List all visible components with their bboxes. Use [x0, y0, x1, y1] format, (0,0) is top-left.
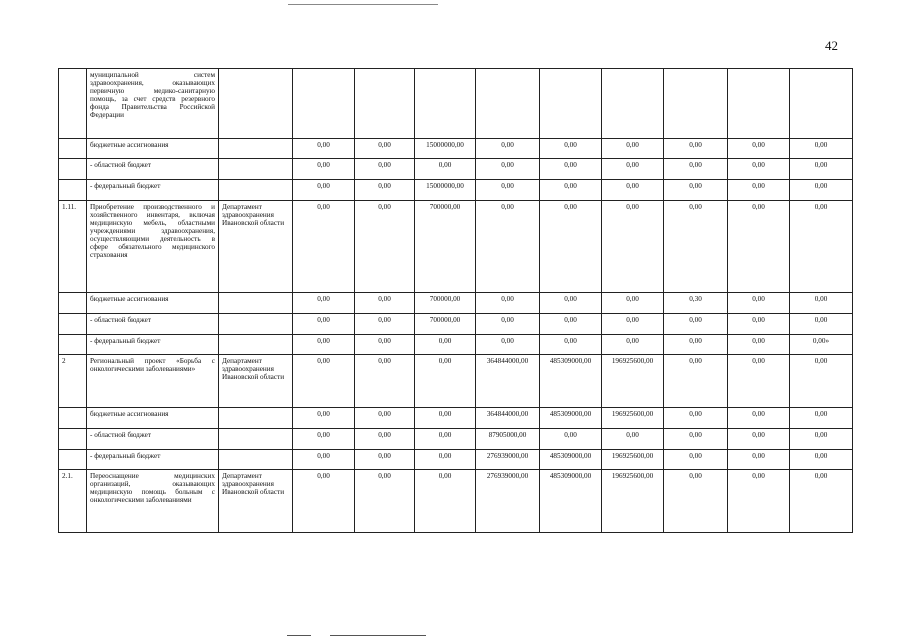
value-cell: 87905000,00	[476, 429, 540, 450]
value-cell: 0,00	[602, 335, 664, 355]
value-cell: 0,00	[602, 201, 664, 293]
value-cell: 0,00	[415, 355, 476, 408]
value-cell	[293, 69, 355, 139]
value-cell	[415, 69, 476, 139]
value-cell: 0,00	[664, 201, 728, 293]
table-body	[59, 69, 853, 533]
value-cell: 0,00	[293, 201, 355, 293]
value-cell: 0,00	[664, 355, 728, 408]
executor-cell	[219, 408, 293, 429]
value-cell: 0,00	[664, 450, 728, 470]
value-cell	[664, 69, 728, 139]
value-cell: 700000,00	[415, 314, 476, 335]
row-number-cell: 2.1.	[59, 470, 87, 533]
scan-mark-top	[288, 4, 438, 5]
value-cell: 0,00	[790, 201, 853, 293]
page-number: 42	[825, 38, 838, 53]
value-cell: 0,00	[355, 335, 415, 355]
row-name-cell: Региональный проект «Борьба с онкологическими заболеваниями»	[87, 355, 219, 408]
value-cell: 0,00	[664, 314, 728, 335]
budget-table	[58, 68, 853, 533]
value-cell: 0,00	[790, 470, 853, 533]
row-name-cell: - областной бюджет	[87, 159, 219, 180]
value-cell: 0,00	[664, 335, 728, 355]
value-cell: 0,00	[790, 408, 853, 429]
table-row	[59, 139, 853, 159]
value-cell: 0,00	[602, 180, 664, 201]
scan-mark-bottom-right	[330, 635, 426, 636]
value-cell: 0,00	[664, 180, 728, 201]
value-cell: 0,00	[602, 293, 664, 314]
value-cell: 0,00	[602, 159, 664, 180]
value-cell: 0,00	[728, 139, 790, 159]
value-cell: 0,00	[540, 159, 602, 180]
row-name-cell: бюджетные ассигнования	[87, 408, 219, 429]
value-cell: 485309000,00	[540, 470, 602, 533]
value-cell: 0,00	[415, 159, 476, 180]
value-cell: 0,00	[355, 355, 415, 408]
scan-mark-bottom-left	[287, 635, 311, 636]
value-cell: 0,00	[293, 293, 355, 314]
row-number-cell	[59, 159, 87, 180]
row-number-cell	[59, 450, 87, 470]
value-cell: 0,00	[728, 335, 790, 355]
value-cell: 0,00	[540, 335, 602, 355]
executor-cell	[219, 314, 293, 335]
row-name-cell: бюджетные ассигнования	[87, 293, 219, 314]
row-name-cell: - областной бюджет	[87, 429, 219, 450]
row-name-cell: муниципальной систем здравоохранения, оказывающих первичную медико-санитарную помощь, за счет средств резервного фонда Правительства Российской Федерации	[87, 69, 219, 139]
value-cell: 0,00	[540, 180, 602, 201]
value-cell: 0,00	[355, 450, 415, 470]
value-cell: 0,00	[293, 139, 355, 159]
table-row	[59, 429, 853, 450]
value-cell: 0,00	[293, 159, 355, 180]
value-cell: 0,00	[790, 139, 853, 159]
value-cell: 276939000,00	[476, 470, 540, 533]
value-cell: 196925600,00	[602, 450, 664, 470]
value-cell: 0,00	[790, 314, 853, 335]
value-cell: 0,00	[664, 470, 728, 533]
value-cell: 0,00	[602, 429, 664, 450]
executor-cell	[219, 69, 293, 139]
table-row	[59, 314, 853, 335]
row-number-cell	[59, 335, 87, 355]
value-cell: 0,00	[540, 314, 602, 335]
row-name-cell: - федеральный бюджет	[87, 335, 219, 355]
executor-cell: Департамент здравоохранения Ивановской области	[219, 201, 293, 293]
value-cell: 0,00	[728, 355, 790, 408]
executor-cell	[219, 429, 293, 450]
value-cell: 0,00	[293, 429, 355, 450]
table-row	[59, 69, 853, 139]
value-cell: 0,00	[293, 314, 355, 335]
table-row	[59, 408, 853, 429]
value-cell: 485309000,00	[540, 450, 602, 470]
value-cell	[540, 69, 602, 139]
executor-cell	[219, 293, 293, 314]
value-cell: 15000000,00	[415, 180, 476, 201]
value-cell: 0,00	[728, 159, 790, 180]
value-cell: 0,00	[664, 139, 728, 159]
value-cell	[728, 69, 790, 139]
row-number-cell	[59, 408, 87, 429]
value-cell: 0,00	[790, 293, 853, 314]
value-cell: 0,00	[476, 201, 540, 293]
value-cell: 0,00	[415, 450, 476, 470]
row-number-cell	[59, 69, 87, 139]
value-cell: 0,00	[790, 429, 853, 450]
value-cell: 0,00	[355, 159, 415, 180]
value-cell: 0,00	[476, 314, 540, 335]
value-cell: 0,30	[664, 293, 728, 314]
value-cell: 700000,00	[415, 293, 476, 314]
value-cell: 0,00	[602, 139, 664, 159]
value-cell	[602, 69, 664, 139]
row-name-cell: - федеральный бюджет	[87, 450, 219, 470]
value-cell: 0,00	[355, 408, 415, 429]
executor-cell	[219, 139, 293, 159]
row-number-cell	[59, 139, 87, 159]
value-cell: 0,00	[355, 470, 415, 533]
value-cell: 0,00	[476, 335, 540, 355]
value-cell: 0,00	[728, 408, 790, 429]
value-cell	[476, 69, 540, 139]
row-name-cell: - областной бюджет	[87, 314, 219, 335]
row-name-cell: Приобретение производственного и хозяйственного инвентаря, включая медицинскую мебель, областными учреждениями здравоохранения, осуществляющими деятельность в сфере обязательного медицинского страхования	[87, 201, 219, 293]
value-cell: 0,00	[415, 408, 476, 429]
executor-cell	[219, 450, 293, 470]
value-cell: 0,00	[728, 201, 790, 293]
table-row	[59, 201, 853, 293]
value-cell: 0,00	[790, 355, 853, 408]
value-cell: 364844000,00	[476, 355, 540, 408]
row-name-cell: бюджетные ассигнования	[87, 139, 219, 159]
executor-cell: Департамент здравоохранения Ивановской области	[219, 355, 293, 408]
row-number-cell	[59, 293, 87, 314]
table-row	[59, 450, 853, 470]
value-cell: 0,00	[664, 408, 728, 429]
value-cell: 0,00	[415, 470, 476, 533]
executor-cell: Департамент здравоохранения Ивановской области	[219, 470, 293, 533]
value-cell	[790, 69, 853, 139]
value-cell: 0,00	[728, 470, 790, 533]
value-cell: 0,00	[355, 139, 415, 159]
value-cell: 0,00	[790, 450, 853, 470]
table-row	[59, 180, 853, 201]
value-cell: 0,00	[476, 159, 540, 180]
value-cell: 0,00	[728, 293, 790, 314]
value-cell: 0,00	[293, 470, 355, 533]
executor-cell	[219, 180, 293, 201]
value-cell: 0,00	[664, 159, 728, 180]
value-cell: 0,00	[476, 139, 540, 159]
value-cell: 0,00	[293, 180, 355, 201]
value-cell: 0,00	[540, 139, 602, 159]
row-number-cell	[59, 180, 87, 201]
value-cell: 0,00	[293, 450, 355, 470]
value-cell: 485309000,00	[540, 355, 602, 408]
value-cell: 0,00	[355, 429, 415, 450]
value-cell: 0,00	[728, 450, 790, 470]
table-row	[59, 470, 853, 533]
value-cell: 364844000,00	[476, 408, 540, 429]
value-cell: 0,00	[476, 293, 540, 314]
value-cell: 0,00	[293, 355, 355, 408]
value-cell: 0,00	[728, 429, 790, 450]
value-cell: 196925600,00	[602, 355, 664, 408]
value-cell: 0,00	[728, 180, 790, 201]
value-cell: 196925600,00	[602, 470, 664, 533]
table-row	[59, 355, 853, 408]
value-cell: 276939000,00	[476, 450, 540, 470]
row-number-cell: 2	[59, 355, 87, 408]
value-cell: 0,00	[355, 180, 415, 201]
value-cell: 485309000,00	[540, 408, 602, 429]
value-cell: 0,00	[415, 429, 476, 450]
executor-cell	[219, 335, 293, 355]
value-cell: 0,00	[355, 314, 415, 335]
executor-cell	[219, 159, 293, 180]
value-cell: 0,00	[790, 159, 853, 180]
value-cell: 0,00	[540, 429, 602, 450]
value-cell: 196925600,00	[602, 408, 664, 429]
value-cell: 15000000,00	[415, 139, 476, 159]
table-row	[59, 293, 853, 314]
value-cell: 700000,00	[415, 201, 476, 293]
row-number-cell	[59, 429, 87, 450]
value-cell: 0,00	[415, 335, 476, 355]
value-cell: 0,00	[602, 314, 664, 335]
value-cell: 0,00	[540, 293, 602, 314]
value-cell: 0,00»	[790, 335, 853, 355]
row-name-cell: - федеральный бюджет	[87, 180, 219, 201]
value-cell: 0,00	[476, 180, 540, 201]
value-cell: 0,00	[293, 408, 355, 429]
row-number-cell: 1.11.	[59, 201, 87, 293]
value-cell: 0,00	[540, 201, 602, 293]
value-cell: 0,00	[728, 314, 790, 335]
value-cell: 0,00	[355, 201, 415, 293]
value-cell: 0,00	[293, 335, 355, 355]
row-name-cell: Переоснащение медицинских организаций, оказывающих медицинскую помощь больным с онкологическими заболеваниями	[87, 470, 219, 533]
value-cell: 0,00	[355, 293, 415, 314]
value-cell: 0,00	[664, 429, 728, 450]
row-number-cell	[59, 314, 87, 335]
value-cell	[355, 69, 415, 139]
value-cell: 0,00	[790, 180, 853, 201]
table-row	[59, 159, 853, 180]
table-row	[59, 335, 853, 355]
